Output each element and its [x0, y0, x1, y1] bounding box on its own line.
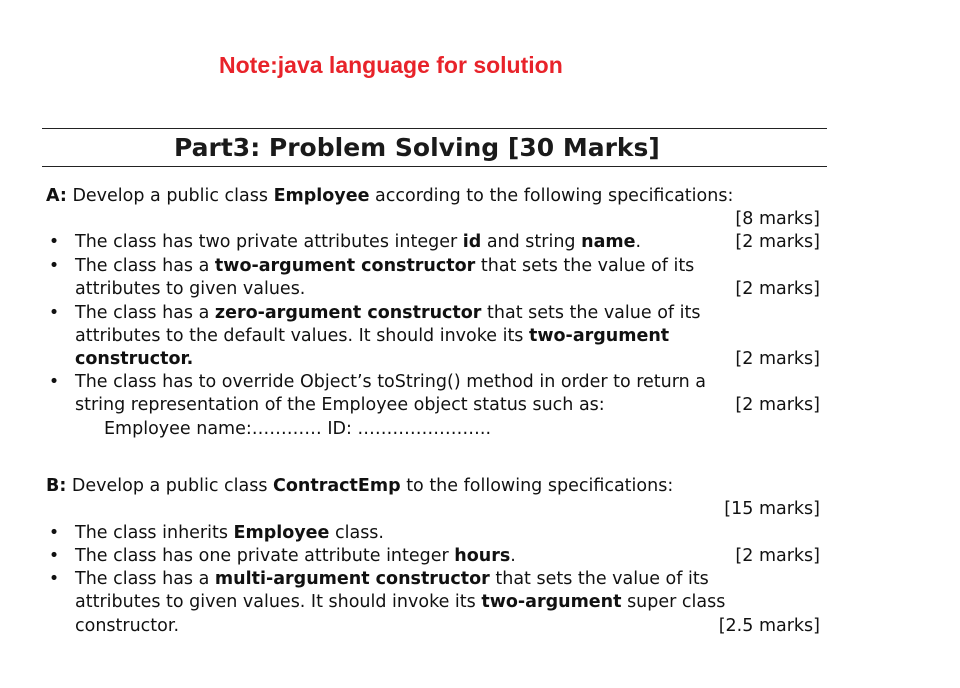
bullet-marks: [2 marks]	[735, 395, 820, 415]
bullet-marks: [2 marks]	[735, 279, 820, 299]
section-a-bullet-4-cont	[75, 394, 820, 417]
section-a-intro-text: Develop a public class	[66, 186, 274, 206]
section-a-intro-text-2: according to the following specifications:	[369, 186, 734, 206]
bullet-text: attributes to the default values. It should invoke its	[75, 326, 529, 346]
section-b-class-name: ContractEmp	[273, 476, 401, 496]
section-b-bullet-2	[48, 545, 820, 568]
section-a-total-marks: [8 marks]	[735, 209, 820, 229]
bullet-icon: •	[48, 372, 60, 392]
bullet-bold-text: zero-argument constructor	[214, 303, 482, 323]
bullet-marks: [2 marks]	[735, 546, 820, 566]
bullet-text: The class has a	[75, 569, 215, 589]
bullet-text: attributes to given values. It should invoke its	[75, 592, 482, 612]
section-b-label: B:	[46, 476, 67, 496]
bullet-text: The class has a	[75, 256, 215, 276]
section-b-bullet-3-cont	[75, 591, 820, 614]
bullet-text: string representation of the Employee object status such as:	[75, 395, 605, 415]
title-bottom-rule	[42, 166, 827, 167]
section-a-bullet-1	[48, 231, 820, 254]
bullet-text: constructor.	[75, 616, 180, 636]
title-top-rule	[42, 128, 827, 129]
section-b-bullet-3-cont-2	[75, 615, 820, 638]
section-a-class-name: Employee	[273, 186, 370, 206]
section-a-label: A:	[46, 186, 67, 206]
section-b-total-marks-row	[46, 498, 820, 521]
section-b-total-marks: [15 marks]	[724, 499, 820, 519]
bullet-bold-text: Employee	[233, 523, 330, 543]
section-a-bullet-3	[48, 302, 820, 325]
bullet-text: The class inherits	[75, 523, 234, 543]
bullet-icon: •	[48, 303, 60, 323]
section-b-bullet-3	[48, 568, 820, 591]
bullet-text: The class has a	[75, 303, 215, 323]
bullet-bold-text: two-argument constructor	[214, 256, 476, 276]
bullet-marks: [2.5 marks]	[718, 616, 820, 636]
bullet-bold-text: constructor.	[75, 349, 194, 369]
bullet-text: .	[510, 546, 516, 566]
bullet-text: The class has to override Object’s toString() method in order to return a	[75, 372, 707, 392]
bullet-icon: •	[48, 546, 60, 566]
example-text: ID: …………………..	[321, 419, 492, 439]
bullet-icon: •	[48, 569, 60, 589]
section-a-bullet-2-cont	[75, 278, 820, 301]
bullet-bold-text: two-argument	[529, 326, 670, 346]
bullet-marks: [2 marks]	[735, 349, 820, 369]
section-b-bullet-1	[48, 522, 820, 545]
bullet-text: super class	[621, 592, 726, 612]
section-a-bullet-3-cont-2	[75, 348, 820, 371]
bullet-text: The class has one private attribute integer	[75, 546, 455, 566]
example-text: Employee name:…………	[104, 419, 322, 439]
section-b-intro-text-2: to the following specifications:	[400, 476, 674, 496]
section-a-bullet-4	[48, 371, 820, 394]
bullet-icon: •	[48, 256, 60, 276]
tostring-example	[104, 418, 820, 441]
bullet-bold-text: hours	[454, 546, 511, 566]
bullet-text: attributes to given values.	[75, 279, 306, 299]
section-a-total-marks-row	[46, 208, 820, 231]
solution-language-note: Note:java language for solution	[219, 52, 563, 78]
bullet-text: and string	[481, 232, 582, 252]
bullet-text: .	[635, 232, 642, 252]
bullet-bold-text: id	[462, 232, 482, 252]
bullet-bold-text: name	[581, 232, 636, 252]
bullet-text: The class has two private attributes integer	[75, 232, 463, 252]
section-b-intro-text: Develop a public class	[66, 476, 274, 496]
bullet-icon: •	[48, 523, 60, 543]
section-a-intro	[46, 185, 820, 208]
bullet-icon: •	[48, 232, 60, 252]
section-a-bullet-2	[48, 255, 820, 278]
bullet-text: class.	[329, 523, 384, 543]
bullet-bold-text: multi-argument constructor	[214, 569, 490, 589]
bullet-text: that sets the value of its	[489, 569, 709, 589]
bullet-bold-text: two-argument	[481, 592, 622, 612]
bullet-text: that sets the value of its	[475, 256, 695, 276]
section-b-intro	[46, 475, 820, 498]
section-a-bullet-3-cont	[75, 325, 820, 348]
bullet-marks: [2 marks]	[735, 232, 820, 252]
part-title: Part3: Problem Solving [30 Marks]	[174, 133, 660, 162]
bullet-text: that sets the value of its	[481, 303, 701, 323]
